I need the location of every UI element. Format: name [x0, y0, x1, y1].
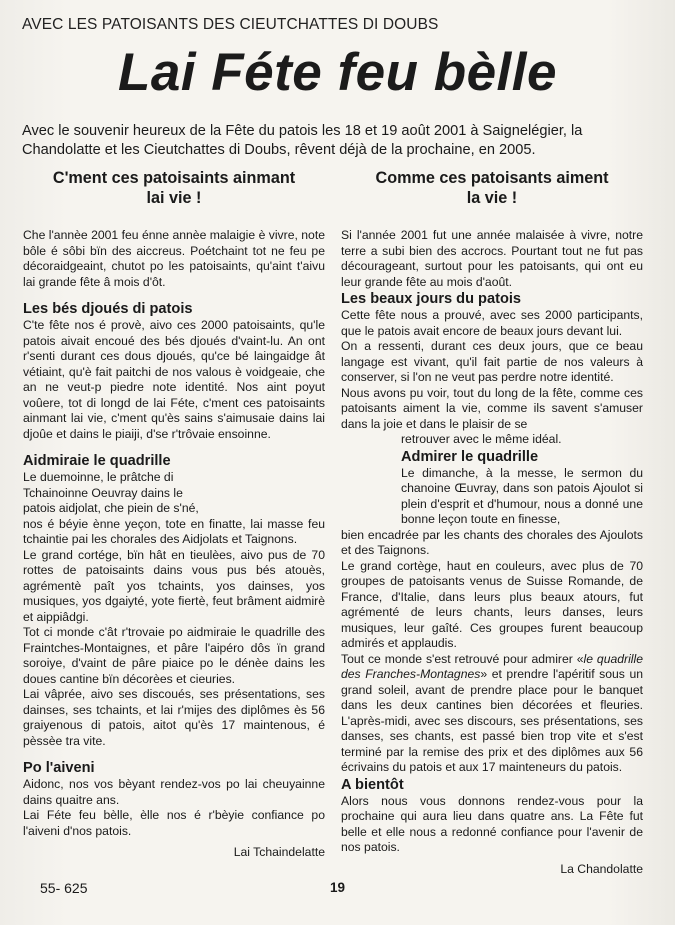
left-paragraph-3-line-3: patois aidjolat, che piein de s'né, [23, 501, 199, 515]
right-paragraph-5: Le dimanche, à la messe, le sermon du chanoine Œuvray, dans son patois Ajoulot si plein d'esprit et d'humour, nous a donné une bonne leçon toute en finesse, [401, 465, 643, 526]
intro-paragraph: Avec le souvenir heureux de la Fête du patois les 18 et 19 août 2001 à Saignelégier, la Chandolatte et les Cieutchattes di Doubs, rêvent déjà de la prochaine, en 2005. [22, 123, 583, 158]
right-p7-start: Tout ce monde s'est retrouvé pour admirer « [341, 651, 584, 666]
right-title-line-2: la vie ! [466, 189, 518, 207]
right-paragraph-4: Nous avons pu voir, tout du long de la fête, comme ces patoisants aiment la vie, comme ils savent s'amuser dans la joie et dans le plaisir de se [341, 385, 643, 431]
left-paragraph-6: Lai vâprée, aivo ses discoués, ses présentations, ses dainses, ses tchaints, et lai r'mijes des diplômes ès 56 graiyenous di patois, aitot qu'ès 17 maintenous, é pèssèe tra vite. [23, 687, 325, 748]
right-heading-2: Admirer le quadrille [401, 448, 539, 465]
header-line: AVEC LES PATOISANTS DES CIEUTCHATTES DI DOUBS [22, 16, 439, 33]
right-p7-end: » et prendre l'apéritif sous un grand soleil, avant de prendre place pour le banquet dans les deux cantines bien décorées et fleuries. L'après-midi, avec ses discours, ses présentations, ses danses, ses chants, est passé bien trop vite et s'est terminé par la remise des prix et des diplômes aux 56 écrivains du patois et aux 17 mainteneurs du patois. [341, 667, 644, 774]
left-signature: Lai Tchaindelatte [233, 845, 325, 859]
right-title-line-1: Comme ces patoisants aiment [375, 169, 609, 187]
right-column [341, 168, 643, 877]
left-column [23, 168, 325, 861]
right-paragraph-8: Alors nous vous donnons rendez-vous pour la prochaine qui aura lieu dans quatre ans. La Fête fut belle et elle nous a redonné confiance pour l'avenir de nos patois. [341, 793, 643, 854]
right-paragraph-1: Si l'année 2001 fut une année malaisée à vivre, notre terre a subi bien des accrocs. Pourtant tout ne fut pas décourageant, surtout pour les patoisants, qui ont eu leur grande fête au mois d'août. [341, 228, 643, 289]
left-title-line-2: lai vie ! [146, 189, 202, 207]
left-paragraph-8: Lai Féte feu bèlle, èlle nos é r'bèyie confiance po l'aiveni d'nos patois. [23, 808, 325, 838]
right-column-title [341, 168, 643, 208]
left-paragraph-3-line-1: Le duemoinne, le prâtche di [23, 470, 174, 484]
right-paragraph-4-end: retrouver avec le même idéal. [401, 432, 562, 446]
right-paragraph-7 [341, 652, 643, 776]
right-paragraph-2: Cette fête nous a prouvé, avec ses 2000 participants, que le patois avait encore de beaux jours devant lui. [341, 308, 643, 338]
left-paragraph-3-rest: nos é béyie ènne yeçon, tote en finatte, lai masse feu tchaintie pai les chorales des Aidjolats et Taignons. [23, 516, 325, 546]
right-paragraph-3: On a ressenti, durant ces deux jours, que ce beau langage est vivant, qu'il fait partie de nos valeurs à conserver, si l'on ne veut pas perdre notre identité. [341, 339, 643, 384]
left-paragraph-5: Tot ci monde c'ât r'trovaie po aidmiraie le quadrille des Fraintches-Montaignes, et pâre l'aipéro dôs ïn grand soroiye, d'vaint de pâre piaice po le dénèe dains les doues cantine bïn décorèes et cieuries. [23, 625, 325, 686]
reference-number: 55- 625 [40, 880, 88, 896]
left-paragraph-2: C'te fête nos é provè, aivo ces 2000 patoisaints, qu'le patois aivait encoué des bés djoués d'vaint-lu. An ont r'senti durant ces dous djoués, qu'ce bé laingaidge ât vétiaint, qu'è fait paitchi de nos valous è voidgeaie, che an ne veut-p piedre note identité. Nos aint poyut voûere, tot di longd de lai Féte, c'ment ces patoisaints ainmant lai vie, c'ment qu'ès sains s'aimusaie dains lai djoûe et dains le piaiji, d'se r'trôvaie ensoinne. [23, 318, 325, 441]
right-paragraph-6: Le grand cortège, haut en couleurs, avec plus de 70 groupes de patoisants venus de Suisse Romande, de France, d'Italie, dans leurs plus beaux atours, fut agrémenté de leurs chants, leurs danses, leurs musiques, leur gaîté. Ces groupes furent beaucoup admirés et applaudis. [341, 558, 643, 650]
left-paragraph-1: Che l'annèe 2001 feu énne annèe malaigie è vivre, note bôle é sôbi bïn des aiccreus. Poétchaint tot ne feu pe décoraidgeaint, chutot po les patoisaints, qu'aint t'aivu lai grande fête â mois d'ôt. [23, 228, 325, 289]
left-paragraph-7: Aidonc, nos vos bèyant rendez-vos po lai cheuyainne dains quaitre ans. [23, 777, 325, 807]
right-heading-1: Les beaux jours du patois [341, 291, 522, 307]
left-heading-2: Aidmiraie le quadrille [23, 453, 171, 469]
left-paragraph-3-line-2: Tchainoinne Oeuvray dains le [23, 485, 183, 500]
left-heading-3: Po l'aiveni [23, 760, 95, 776]
left-heading-1: Les bés djoués di patois [23, 301, 193, 317]
right-signature: La Chandolatte [560, 861, 643, 876]
right-heading-3: A bientôt [341, 776, 404, 793]
left-column-title [23, 168, 325, 208]
page-number: 19 [329, 880, 346, 895]
right-p7-italic: le quadrille des Franches-Montagnes [341, 651, 643, 681]
left-paragraph-4: Le grand cortége, bïn hât en tieulèes, aivo pus de 70 rottes de patoisaints dains vous pus bés atouès, agrémentè paît yos tchaints, yos dainses, yos musiques, yos dgaiyté, yote fiertè, feut brâment aidmirè et aippiâdgi. [23, 547, 325, 624]
left-title-line-1: C'ment ces patoisaints ainmant [52, 169, 296, 187]
page-title: Lai Féte feu bèlle [117, 43, 557, 102]
right-paragraph-5-end: bien encadrée par les chants des chorales des Ajoulots et des Taignons. [341, 527, 643, 557]
